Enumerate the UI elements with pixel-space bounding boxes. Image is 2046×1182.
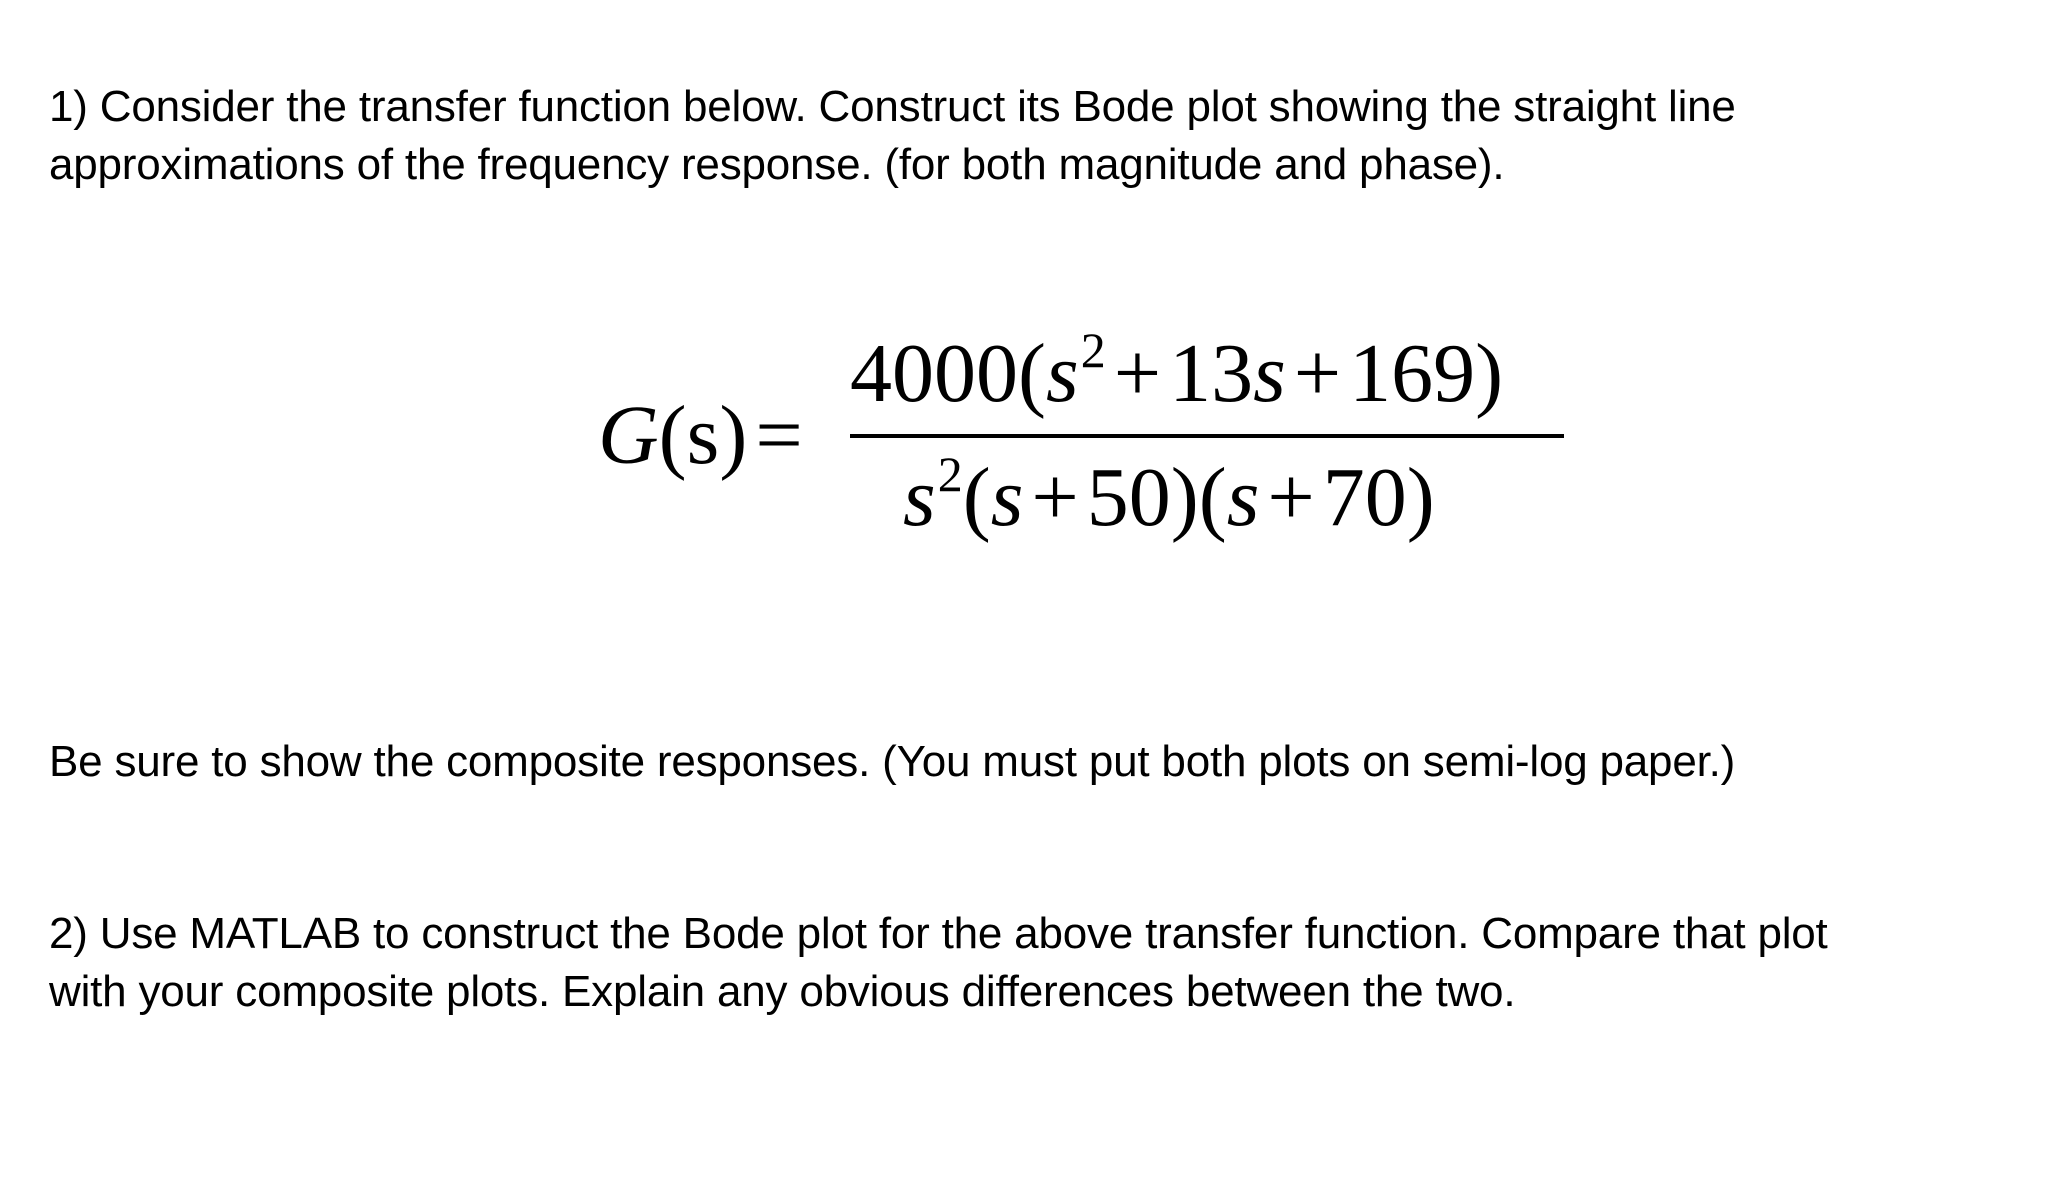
function-argument: (s) (658, 389, 748, 482)
numerator (850, 324, 1503, 434)
numerator-term-2: 13 (1169, 327, 1254, 420)
question-2-line-2: with your composite plots. Explain any obvious differences between the two. (49, 967, 1516, 1016)
transfer-function-equation (598, 318, 1578, 558)
denominator-s-3: s (1226, 451, 1260, 544)
denominator-s-2: s (990, 451, 1024, 544)
numerator-plus-2: + (1293, 327, 1342, 420)
question-2 (49, 905, 1828, 1021)
denominator-term-1: 50)( (1086, 451, 1227, 544)
note-text: Be sure to show the composite responses. (You must put both plots on semi-log paper.) (49, 737, 1736, 786)
numerator-plus-1: + (1113, 327, 1162, 420)
denominator-plus-1: + (1031, 451, 1079, 544)
question-1-line-2: approximations of the frequency response. (for both magnitude and phase). (49, 140, 1505, 189)
question-2-line-1: 2) Use MATLAB to construct the Bode plot for the above transfer function. Compare that plot (49, 909, 1828, 958)
question-1-line-1: 1) Consider the transfer function below. Construct its Bode plot showing the straight line (49, 82, 1736, 131)
numerator-coefficient: 4000( (850, 327, 1046, 420)
equation-lhs (598, 386, 811, 486)
fraction-bar (850, 434, 1564, 438)
denominator-open-paren: ( (962, 451, 991, 544)
denominator (903, 448, 1435, 558)
denominator-term-2: 70) (1322, 451, 1435, 544)
denominator-plus-2: + (1267, 451, 1315, 544)
function-name: G (598, 389, 659, 482)
numerator-s-2: s (1253, 327, 1286, 420)
question-1 (49, 78, 1736, 194)
denominator-s-1: s (903, 451, 936, 544)
composite-response-note (49, 733, 1735, 791)
denominator-exponent: 2 (937, 446, 963, 502)
numerator-term-3: 169) (1349, 327, 1504, 420)
numerator-s-1: s (1045, 327, 1079, 420)
equals-sign: = (755, 389, 803, 482)
numerator-exponent: 2 (1080, 322, 1106, 378)
